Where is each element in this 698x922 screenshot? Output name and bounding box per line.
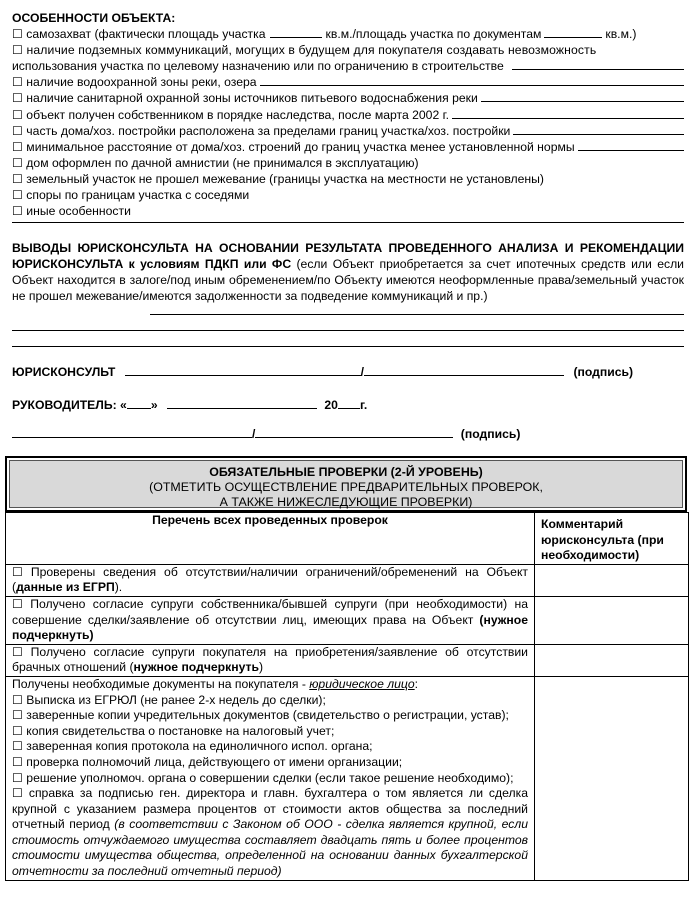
table-row [6,644,689,676]
feature-item[interactable]: ☐ объект получен собственником в порядке наследства, после марта 2002 г. [12,107,684,123]
blank-line[interactable] [150,314,684,315]
blank-line[interactable] [12,330,684,331]
lawyer-signature-row: ЮРИСКОНСУЛЬТ / (подпись) [12,365,634,379]
feature-item[interactable]: ☐ иные особенности [12,204,131,219]
doc-item[interactable]: ☐ Выписка из ЕГРЮЛ (не ранее 2-х недель до сделки); [12,692,326,707]
doc-item[interactable]: ☐ решение уполномоч. органа о совершении сделки (если такое решение необходимо); [12,770,514,785]
mandatory-title: ОБЯЗАТЕЛЬНЫЕ ПРОВЕРКИ (2-Й УРОВЕНЬ) [209,465,483,479]
mandatory-subtitle: (ОТМЕТИТЬ ОСУЩЕСТВЛЕНИЕ ПРЕДВАРИТЕЛЬНЫХ ПРОВЕРОК, [149,480,543,494]
doc-item[interactable]: ☐ справка за подписью ген. директора и главн. бухгалтера о том является ли сделка крупной с указанием размера процентов от стоимости актов общества за последний отчетный период (в соответствии с Законом об ООО - сделка является крупной, если стоимость отчуждаемого имущества составляет двадцать пять и более процентов стоимости имущества общества, определенной на основании данных бухгалтерской отчетности за последний отчетный период) [12,786,528,879]
day-field[interactable] [127,397,151,409]
comment-cell[interactable] [535,564,689,596]
lawyer-label: ЮРИСКОНСУЛЬТ [12,365,116,379]
check-cell[interactable]: ☐ Получено согласие супруги собственника/бывшей супруги (при необходимости) на совершение сделки/заявление об отсутствии лиц, имеющих права на Объект (нужное подчеркнуть) [6,596,535,644]
table-row [6,596,689,644]
feature-item[interactable]: ☐ земельный участок не прошел межевание (границы участка на местности не установлены) [12,171,544,186]
year-field[interactable] [338,397,360,409]
features-section [12,10,684,219]
table-row [6,676,689,880]
check-cell[interactable]: ☐ Проверены сведения об отсутствии/наличии ограничений/обременений на Объект (данные из ЕГРП). [6,564,535,596]
doc-item[interactable]: ☐ проверка полномочий лица, действующего от имени организации; [12,754,403,769]
doc-item[interactable]: ☐ заверенная копия протокола на единоличного испол. органа; [12,739,373,754]
feature-item[interactable]: ☐ часть дома/хоз. постройки расположена за пределами границ участка/хоз. постройки [12,123,684,139]
comment-cell[interactable] [535,676,689,880]
lawyer-sign-field[interactable] [364,364,564,376]
feature-item[interactable]: ☐ минимальное расстояние от дома/хоз. строений до границ участка менее установленной нормы [12,139,684,155]
checks-table [5,512,689,881]
features-title: ОСОБЕННОСТИ ОБЪЕКТА: [12,11,176,25]
feature-item[interactable]: ☐ дом оформлен по дачной амнистии (не принимался в эксплуатацию) [12,155,419,170]
sign-label: (подпись) [460,427,521,441]
comment-cell[interactable] [535,644,689,676]
name-field[interactable] [12,426,252,438]
feature-underground-utilities[interactable]: ☐ наличие подземных коммуникаций, могущих в будущем для покупателя создавать невозможность [12,43,597,58]
head-label: РУКОВОДИТЕЛЬ: « [12,398,127,412]
mandatory-checks-box [5,456,687,512]
feature-self-seizure[interactable]: ☐ самозахват (фактически площадь участка кв.м./площадь участка по документам кв.м.) [12,27,637,42]
col-checks-header: Перечень всех проведенных проверок [6,513,535,565]
feature-item[interactable]: ☐ споры по границам участка с соседями [12,188,250,203]
table-row [6,564,689,596]
feature-underground-utilities-cont: использования участка по целевому назначению или по ограничению в строительстве [12,58,684,74]
feature-item[interactable]: ☐ наличие санитарной охранной зоны источников питьевого водоснабжения реки [12,90,684,106]
month-field[interactable] [167,397,317,409]
blank-line[interactable] [12,346,684,347]
conclusions-text: (если Объект приобретается за счет ипотечных средств или если Объект находится в залоге/под иным обременением/по Объекту имеются неоформленные права/земельный участок не прошел межевание/имеются задолженности за подведение коммуникаций и пр.) [12,257,684,303]
check-cell[interactable]: Получены необходимые документы на покупателя - юридическое лицо: ☐ Выписка из ЕГРЮЛ (не ранее 2-х недель до сделки); ☐ заверенные копии учредительных документов (свидетельство о регистрации, устав); ☐ копия свидетельства о постановке на налоговый учет; ☐ заверенная копия протокола на единоличного испол. органа; ☐ проверка полномочий лица, действующего от имени организации; ☐ решение уполномоч. органа о совершении сделки (если такое решение необходимо); ☐ справка за подписью ген. директора и главн. бухгалтера о том является ли сделка крупной с указанием размера процентов от стоимости актов общества за последний отчетный период (в соответствии с Законом об ООО - сделка является крупной, если стоимость отчуждаемого имущества составляет двадцать пять и более процентов стоимости имущества общества, определенной на основании данных бухгалтерской отчетности за последний отчетный период) [6,676,535,880]
lawyer-name-field[interactable] [125,364,361,376]
sign-label: (подпись) [573,365,634,379]
mandatory-subtitle: А ТАКЖЕ НИЖЕСЛЕДУЮЩИЕ ПРОВЕРКИ) [219,495,473,509]
doc-item[interactable]: ☐ заверенные копии учредительных документов (свидетельство о регистрации, устав); [12,708,509,723]
table-header [6,513,689,565]
comment-cell[interactable] [535,596,689,644]
head-signature-row: РУКОВОДИТЕЛЬ: « » 20 г. [12,398,368,412]
sign-field[interactable] [255,426,453,438]
conclusions-section [12,240,684,304]
col-comment-header: Комментарий юрисконсульта (при необходимости) [535,513,689,565]
blank-line[interactable] [12,222,684,223]
check-cell[interactable]: ☐ Получено согласие супруги покупателя на приобретения/заявление об отсутствии брачных отношений (нужное подчеркнуть) [6,644,535,676]
feature-item[interactable]: ☐ наличие водоохранной зоны реки, озера [12,74,684,90]
conclusions-title: ВЫВОДЫ ЮРИСКОНСУЛЬТА НА ОСНОВАНИИ РЕЗУЛЬТАТА ПРОВЕДЕННОГО АНАЛИЗА И РЕКОМЕНДАЦИИ ЮРИСКОНСУЛЬТА к условиям ПДКП или ФС [12,241,684,271]
doc-item[interactable]: ☐ копия свидетельства о постановке на налоговый учет; [12,723,335,738]
second-signature-row: / (подпись) [12,426,520,441]
